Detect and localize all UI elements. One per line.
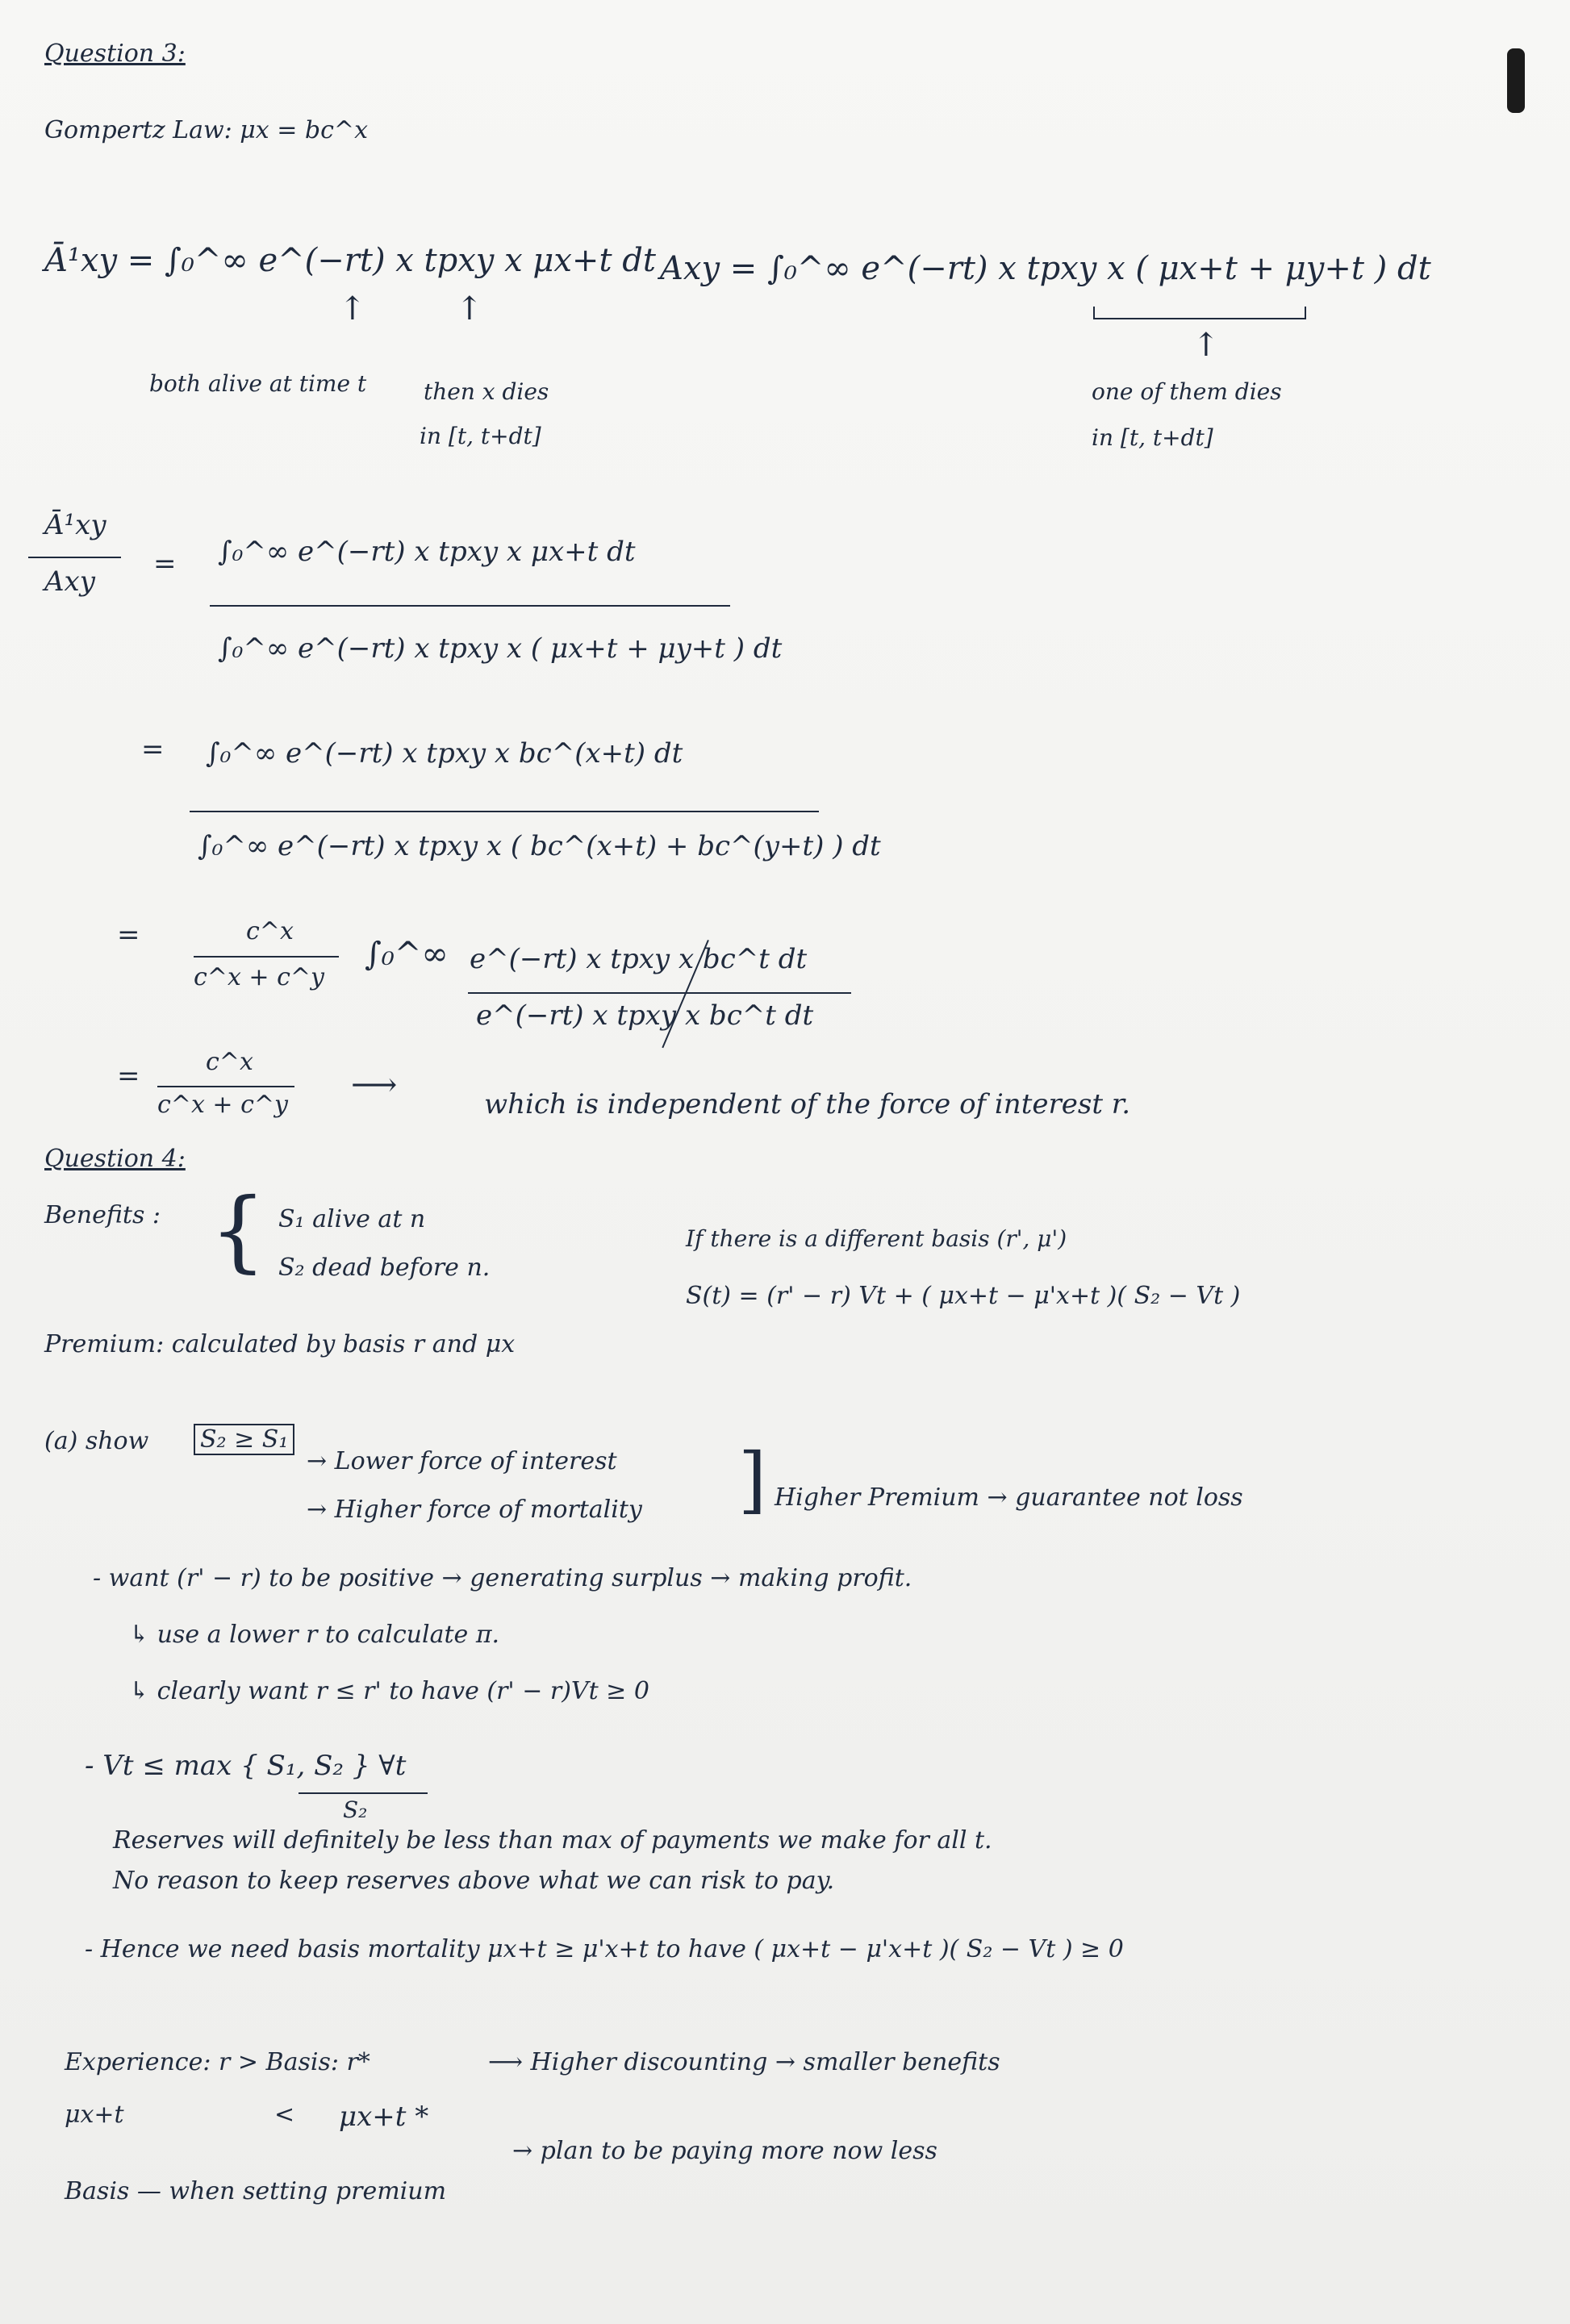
sub-r-le-rprime: ↳ clearly want r ≤ r' to have (r' − r)Vt ≥ 0	[129, 1677, 649, 1705]
result-statement: which is independent of the force of interest r.	[484, 1088, 1131, 1120]
bullet-basis-mortality: - Hence we need basis mortality μx+t ≥ μ'x+t to have ( μx+t − μ'x+t )( S₂ − Vt ) ≥ 0	[85, 1935, 1124, 1963]
basis-mortality: μx+t *	[339, 2101, 429, 2133]
higher-discounting-note: ⟶ Higher discounting → smaller benefits	[488, 2048, 1000, 2076]
gompertz-law: Gompertz Law: μx = bc^x	[44, 116, 368, 144]
part-a-label: (a) show	[44, 1427, 149, 1455]
benefits-label: Benefits :	[44, 1201, 161, 1229]
step2-denominator: ∫₀^∞ e^(−rt) x tpxy x ( bc^(x+t) + bc^(y+t) ) dt	[198, 830, 881, 862]
fraction-bar	[194, 956, 339, 958]
equals-sign: =	[141, 733, 165, 766]
step3-integral: ∫₀^∞	[365, 936, 449, 973]
result-arrow: ⟶	[351, 1066, 398, 1104]
step3-fraction-denominator: c^x + c^y	[194, 963, 324, 991]
equals-sign: =	[117, 919, 140, 951]
surplus-formula: S(t) = (r' − r) Vt + ( μx+t − μ'x+t )( S₂ − Vt )	[686, 1282, 1241, 1310]
result-numerator: c^x	[206, 1048, 253, 1076]
binder-clip	[1507, 48, 1525, 113]
up-arrow-icon: ↑	[339, 290, 366, 328]
question-4-title: Question 4:	[44, 1145, 186, 1173]
note-x-dies-interval: in [t, t+dt]	[420, 423, 541, 449]
note-both-alive: both alive at time t	[149, 370, 367, 397]
fraction-bar	[190, 811, 819, 812]
basis-definition: Basis — when setting premium	[65, 2177, 447, 2205]
step1-denominator: ∫₀^∞ e^(−rt) x tpxy x ( μx+t + μy+t ) dt	[218, 632, 783, 665]
paying-more-note: → plan to be paying more now less	[512, 2137, 937, 2165]
experience-mortality: μx+t	[65, 2101, 124, 2129]
left-brace: {	[210, 1179, 266, 1282]
step3-denominator: e^(−rt) x tpxy x bc^t dt	[476, 999, 814, 1032]
equals-sign: =	[153, 548, 177, 580]
fraction-bar	[468, 992, 851, 994]
step1-numerator: ∫₀^∞ e^(−rt) x tpxy x μx+t dt	[218, 536, 636, 568]
step3-numerator: e^(−rt) x tpxy x bc^t dt	[470, 943, 808, 975]
different-basis-note: If there is a different basis (r', μ')	[686, 1225, 1067, 1252]
benefit-death: S₂ dead before n.	[278, 1254, 491, 1282]
experience-vs-basis: Experience: r > Basis: r*	[65, 2048, 370, 2076]
up-arrow-icon: ↑	[1192, 327, 1220, 364]
reserve-explanation-2: No reason to keep reserves above what we can risk to pay.	[113, 1867, 835, 1895]
note-x-dies: then x dies	[424, 378, 549, 405]
right-bracket: ]	[738, 1437, 767, 1522]
result-denominator: c^x + c^y	[157, 1091, 288, 1119]
step2-numerator: ∫₀^∞ e^(−rt) x tpxy x bc^(x+t) dt	[206, 737, 683, 770]
sub-lower-r: ↳ use a lower r to calculate π.	[129, 1621, 500, 1649]
fraction-bar	[210, 605, 730, 607]
bullet-positive-surplus: - want (r' − r) to be positive → generating surplus → making profit.	[93, 1564, 912, 1592]
ratio-lhs-numerator: Ā¹xy	[44, 509, 106, 541]
benefit-survival: S₁ alive at n	[278, 1205, 426, 1233]
higher-premium-result: Higher Premium → guarantee not loss	[775, 1483, 1243, 1512]
less-than-sign: <	[274, 2101, 295, 2129]
reason-lower-interest: → Lower force of interest	[307, 1447, 617, 1475]
equals-sign: =	[117, 1060, 140, 1092]
fraction-bar	[157, 1086, 294, 1087]
part-a-claim: S₂ ≥ S₁	[194, 1426, 294, 1454]
question-3-title: Question 3:	[44, 40, 186, 68]
fraction-bar	[28, 557, 121, 558]
premium-basis: Premium: calculated by basis r and μx	[44, 1330, 516, 1358]
note-one-dies-interval: in [t, t+dt]	[1092, 424, 1213, 451]
underbrace	[1093, 307, 1306, 319]
up-arrow-icon: ↑	[456, 290, 483, 328]
bullet-reserve-max: - Vt ≤ max { S₁, S₂ } ∀t	[85, 1750, 407, 1782]
equation-abar-xy1: Ā¹xy = ∫₀^∞ e^(−rt) x tpxy x μx+t dt	[44, 242, 656, 279]
reserve-explanation-1: Reserves will definitely be less than max of payments we make for all t.	[113, 1826, 992, 1855]
note-one-dies: one of them dies	[1092, 378, 1282, 405]
reason-higher-mortality: → Higher force of mortality	[307, 1496, 642, 1524]
ratio-lhs-denominator: Axy	[44, 565, 95, 598]
max-underlabel: S₂	[343, 1796, 368, 1823]
equation-axy: Axy = ∫₀^∞ e^(−rt) x tpxy x ( μx+t + μy+t ) dt	[660, 250, 1431, 287]
underline	[299, 1792, 428, 1794]
step3-fraction-numerator: c^x	[246, 917, 294, 945]
